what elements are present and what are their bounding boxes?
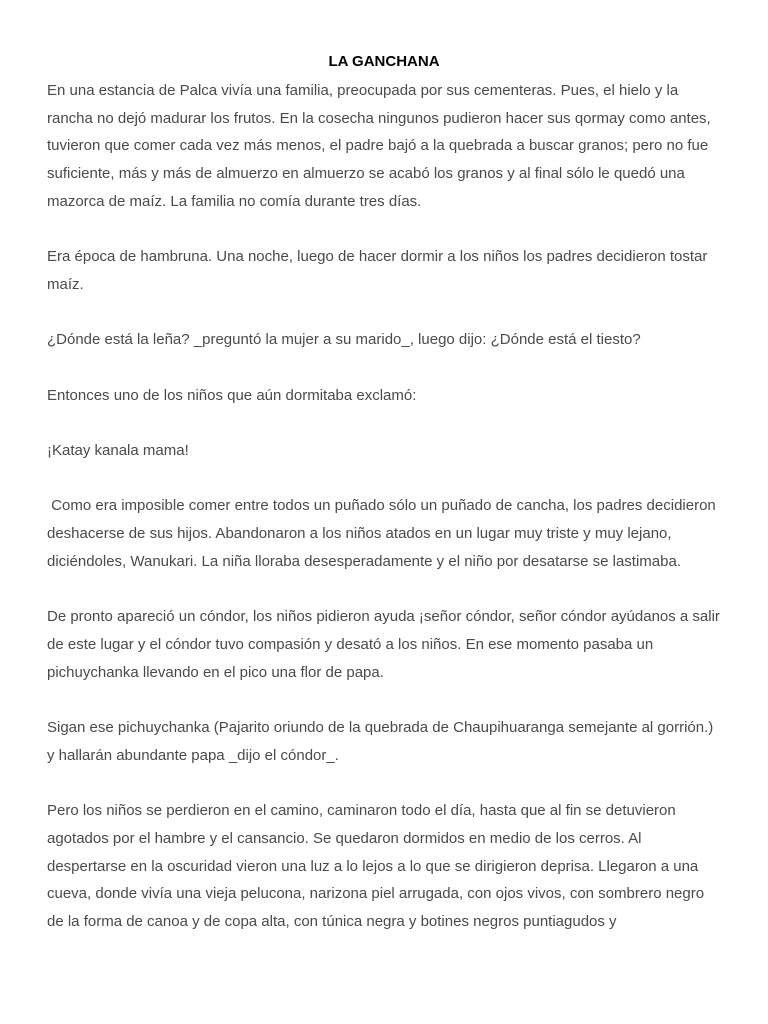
paragraph-6: Como era imposible comer entre todos un puñado sólo un puñado de cancha, los padres decidieron deshacerse de sus hijos. Abandonaron a los niños atados en un lugar muy triste y muy lejano, diciéndoles, Wanukari. La niña lloraba desesperadamente y el niño por desatarse se lastimaba.	[47, 497, 720, 570]
paragraph-3: ¿Dónde está la leña? _preguntó la mujer a su marido_, luego dijo: ¿Dónde está el tiesto?	[47, 331, 641, 349]
document-title: LA GANCHANA	[328, 53, 440, 70]
paragraph-2: Era época de hambruna. Una noche, luego de hacer dormir a los niños los padres decidieron tostar maíz.	[47, 248, 712, 293]
paragraph-8: Sigan ese pichuychanka (Pajarito oriundo de la quebrada de Chaupihuaranga semejante al gorrión.) y hallarán abundante papa _dijo el cóndor_.	[47, 719, 718, 764]
paragraph-4: Entonces uno de los niños que aún dormitaba exclamó:	[47, 386, 417, 404]
document-body	[47, 77, 725, 963]
paragraph-1: En una estancia de Palca vivía una familia, preocupada por sus cementeras. Pues, el hielo y la rancha no dejó madurar los frutos. En la cosecha ningunos pudieron hacer sus qormay como antes, tuvieron que comer cada vez más menos, el padre bajó a la quebrada a buscar granos; pero no fue suficiente, más y más de almuerzo en almuerzo se acabó los granos y al final sólo le quedó una mazorca de maíz. La familia no comía durante tres días.	[47, 82, 715, 210]
paragraph-5: ¡Katay kanala mama!	[47, 442, 189, 460]
paragraph-7: De pronto apareció un cóndor, los niños pidieron ayuda ¡señor cóndor, señor cóndor ayúdanos a salir de este lugar y el cóndor tuvo compasión y desató a los niños. En ese momento pasaba un pichuychanka llevando en el pico una flor de papa.	[47, 608, 725, 681]
paragraph-9: Pero los niños se perdieron en el camino, caminaron todo el día, hasta que al fin se detuvieron agotados por el hambre y el cansancio. Se quedaron dormidos en medio de los cerros. Al despertarse en la oscuridad vieron una luz a lo lejos a lo que se dirigieron deprisa. Llegaron a una cueva, donde vivía una vieja pelucona, narizona piel arrugada, con ojos vivos, con sombrero negro de la forma de canoa y de copa alta, con túnica negra y botines negros puntiagudos y	[47, 802, 709, 930]
